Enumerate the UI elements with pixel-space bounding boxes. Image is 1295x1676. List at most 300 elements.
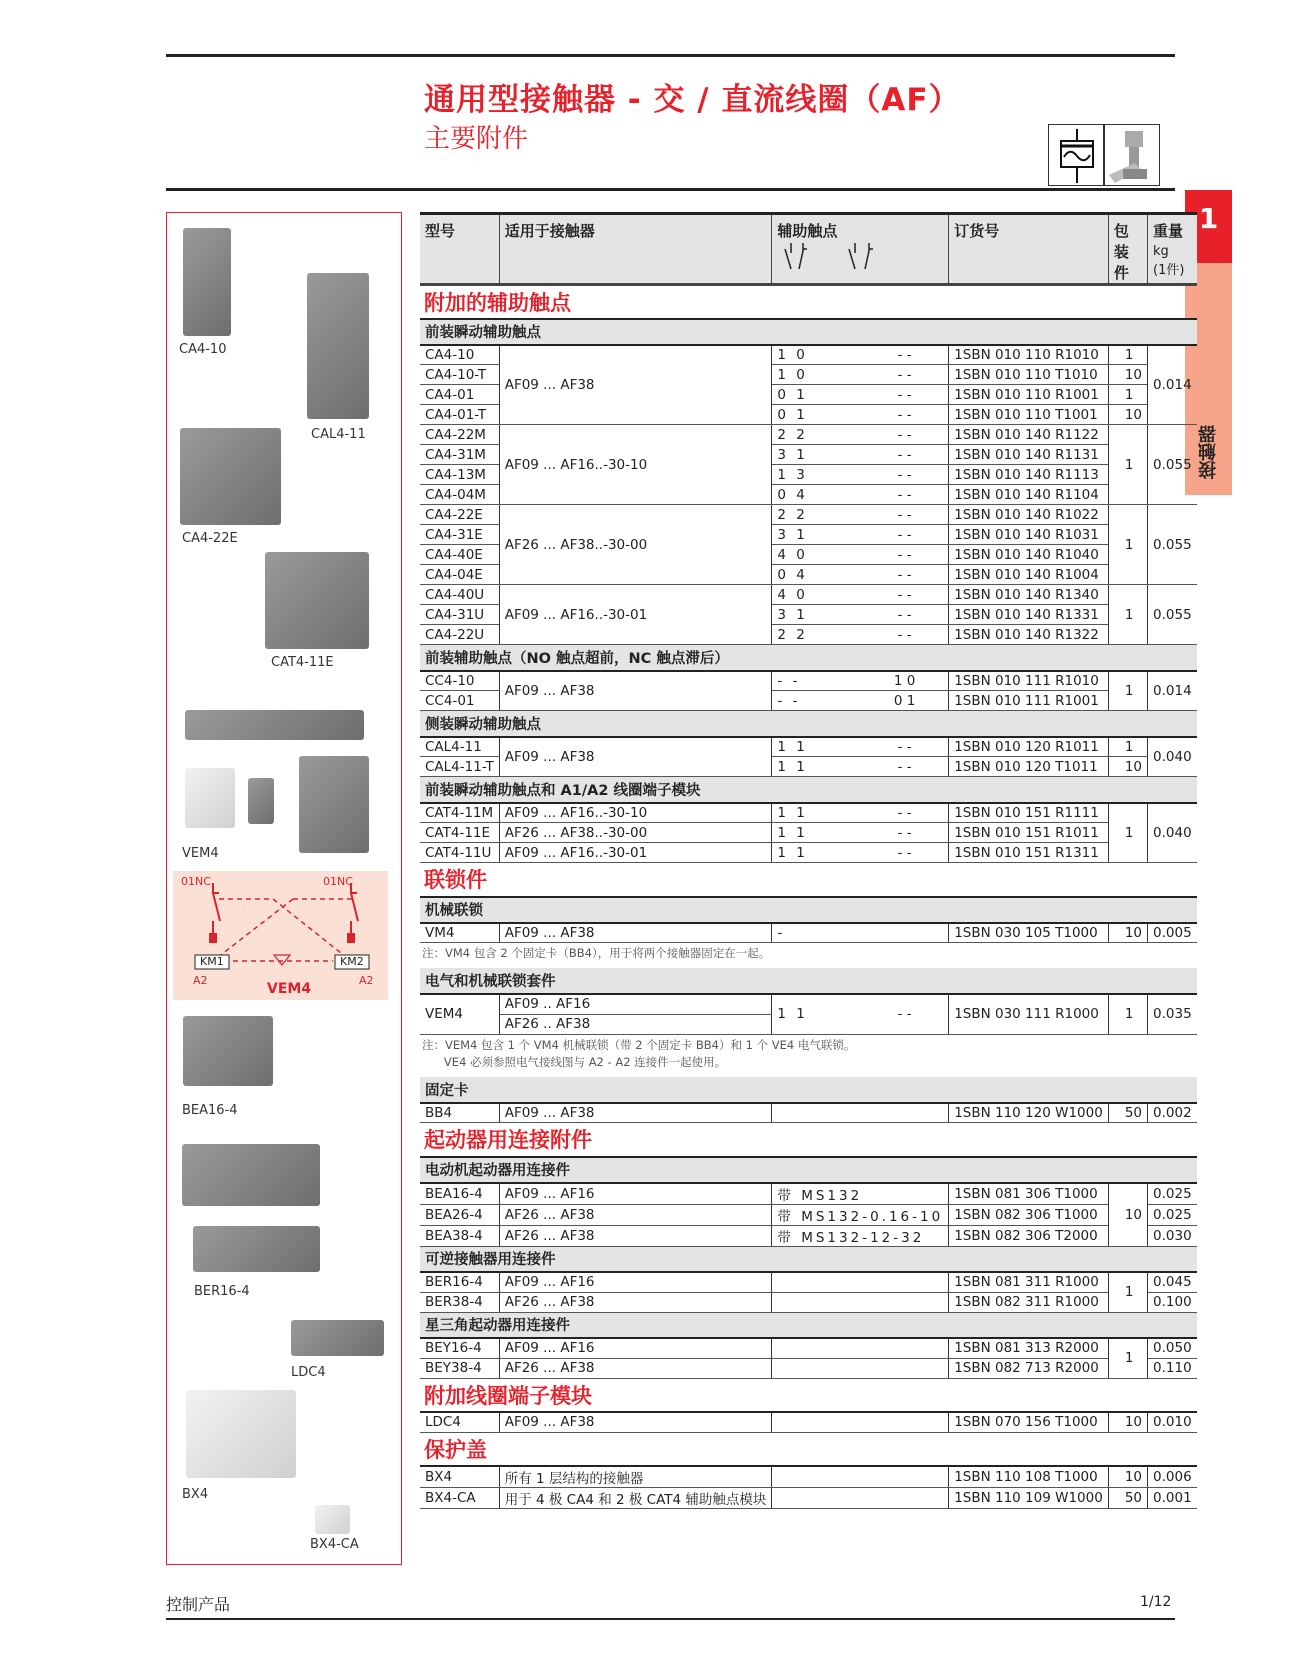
col-header-aux [772,214,949,285]
table-header-row [420,214,1197,285]
ca4-10-label: CA4-10 [179,342,227,357]
cell-aux-no: 3 1 [772,605,861,625]
cell-model: CAT4-11U [420,843,499,863]
col-header-contactor: 适用于接触器 [499,214,772,285]
header-bottom-rule [166,188,1175,191]
cell-weight: 0.055 [1148,425,1197,505]
ca4-10-image [183,228,231,336]
cell-aux-nc: - - [861,465,949,485]
subsection-heading: 星三角起动器用连接件 [420,1312,1197,1338]
table-row [420,1183,1197,1205]
ber16-4-bottom-image [193,1226,320,1272]
cell-weight: 0.005 [1148,923,1197,943]
heading-row [420,1432,1197,1466]
subsection-heading: 前装瞬动辅助触点 [420,319,1197,345]
cell-model: CA4-22E [420,505,499,525]
a2-left-label: A2 [193,974,208,987]
cell-model: CC4-01 [420,691,499,711]
cell-contactor: AF26 ... AF38 [499,1292,772,1312]
cell-model: LDC4 [420,1412,499,1432]
cell-aux-no: 2 2 [772,625,861,645]
cell-contactor: AF09 ... AF16 [499,1272,772,1292]
cell-weight: 0.040 [1148,803,1197,863]
table-row [420,671,1197,691]
cell-aux-no: 0 1 [772,385,861,405]
cell-model: CA4-22M [420,425,499,445]
cell-aux-nc: - - [861,485,949,505]
cell-aux-no: 1 1 [772,994,861,1034]
col-header-order: 订货号 [949,214,1109,285]
cell-pack: 1 [1108,737,1147,757]
cell-order-number: 1SBN 010 140 R1322 [949,625,1109,645]
col-header-model: 型号 [420,214,499,285]
cell-model: BEA38-4 [420,1225,499,1246]
section-heading: 保护盖 [420,1432,1197,1466]
cell-aux-no: 1 3 [772,465,861,485]
cell-model: CA4-04M [420,485,499,505]
cell-order-number: 1SBN 010 120 R1011 [949,737,1109,757]
cell-aux-nc: - - [861,545,949,565]
chapter-tab-number[interactable]: 1 [1185,190,1232,263]
cell-aux-nc: - - [861,385,949,405]
km1-label: KM1 [200,955,224,968]
page-title: 通用型接触器 - 交 / 直流线圈（AF） [424,82,961,118]
cell-model: CA4-10-T [420,365,499,385]
cell-aux-no: 2 2 [772,425,861,445]
col-header-weight-label: 重量 [1153,222,1184,240]
cell-aux-no: 1 1 [772,803,861,823]
cell-order-number: 1SBN 082 713 R2000 [949,1358,1109,1378]
cell-order-number: 1SBN 010 110 T1010 [949,365,1109,385]
cell-contactor: AF26 ... AF38 [499,1358,772,1378]
cell-aux-nc: - - [861,425,949,445]
accessories-table [420,212,1197,1509]
cell-pack: 50 [1108,1488,1147,1509]
cell-model: CA4-10 [420,345,499,365]
cell-contactor: 所有 1 层结构的接触器 [499,1466,772,1488]
cell-contactor: AF09 ... AF16..-30-10 [499,425,772,505]
cell-weight: 0.055 [1148,505,1197,585]
cell-contactor: AF26 .. AF38 [499,1014,772,1034]
cell-contactor: AF26 ... AF38..-30-00 [499,505,772,585]
cell-aux-nc: - - [861,605,949,625]
cell-aux-no: - [772,923,861,943]
cell-weight: 0.055 [1148,585,1197,645]
table-row [420,1272,1197,1292]
bx4-ca-image [315,1505,350,1534]
cat4-11e-image [265,552,369,649]
cell-order-number: 1SBN 010 151 R1111 [949,803,1109,823]
cell-weight: 0.006 [1148,1466,1197,1488]
aux-contact-symbols-icon [777,241,897,271]
cell-model: CA4-22U [420,625,499,645]
a2-right-label: A2 [359,974,374,987]
cell-aux-no: 1 0 [772,345,861,365]
cell-weight: 0.035 [1148,994,1197,1034]
col-header-weight [1148,214,1197,285]
cell-aux-no: 3 1 [772,525,861,545]
cell-pack: 1 [1108,425,1147,505]
cell-aux-no: 1 0 [772,365,861,385]
cell-contactor: AF09 ... AF38 [499,1412,772,1432]
table-row [420,1358,1197,1378]
cell-weight: 0.025 [1148,1204,1197,1225]
vem4-label: VEM4 [182,846,219,861]
subheading-row [420,968,1197,994]
cell-aux-no [772,1103,861,1123]
table-row [420,843,1197,863]
cell-aux-no: 1 1 [772,843,861,863]
cell-pack: 1 [1108,345,1147,365]
page-subtitle: 主要附件 [424,124,529,154]
cell-contactor: AF09 .. AF16 [499,994,772,1014]
cell-aux-no: 带 MS132-0.16-10 [772,1204,949,1225]
cell-pack: 1 [1108,385,1147,405]
cell-pack: 1 [1108,585,1147,645]
cell-pack: 50 [1108,1103,1147,1123]
table-row [420,505,1197,525]
cell-pack: 10 [1108,757,1147,777]
cell-aux-no: 1 1 [772,737,861,757]
table-row [420,1292,1197,1312]
cell-model: CA4-01-T [420,405,499,425]
subheading-row [420,1157,1197,1183]
cell-aux-no: - - [772,671,861,691]
cell-model: CAT4-11E [420,823,499,843]
cell-model: CA4-40E [420,545,499,565]
table-note: 注：VM4 包含 2 个固定卡（BB4），用于将两个接触器固定在一起。 [422,946,771,960]
vem4-bar-image [185,710,364,740]
cell-order-number: 1SBN 010 151 R1311 [949,843,1109,863]
screw-terminal-icon [1104,124,1160,186]
cell-order-number: 1SBN 010 151 R1011 [949,823,1109,843]
cell-model: VEM4 [420,994,499,1034]
cell-order-number: 1SBN 010 140 R1340 [949,585,1109,605]
cell-aux-nc: - - [861,994,949,1034]
cell-order-number: 1SBN 110 120 W1000 [949,1103,1109,1123]
cell-weight: 0.050 [1148,1338,1197,1358]
cell-aux-nc: - - [861,505,949,525]
heading-row [420,285,1197,319]
cell-aux-no: - - [772,691,861,711]
cell-contactor: AF09 ... AF38 [499,1103,772,1123]
table-row [420,823,1197,843]
cell-weight: 0.100 [1148,1292,1197,1312]
table-row [420,1488,1197,1509]
cell-aux-no: 带 MS132 [772,1183,949,1205]
cell-model: VM4 [420,923,499,943]
cell-model: CC4-10 [420,671,499,691]
nc-contact-right-label: 01NC [323,875,353,888]
cell-contactor: AF26 ... AF38 [499,1204,772,1225]
subheading-row [420,319,1197,345]
cell-order-number: 1SBN 010 140 R1131 [949,445,1109,465]
cell-aux-nc: - - [861,843,949,863]
cell-pack: 1 [1108,671,1147,711]
cell-order-number: 1SBN 110 108 T1000 [949,1466,1109,1488]
cell-aux-no: 0 4 [772,565,861,585]
table-row [420,803,1197,823]
cell-weight: 0.025 [1148,1183,1197,1205]
bea16-4-image [183,1016,273,1086]
cell-weight: 0.040 [1148,737,1197,777]
vem4-wiring-diagram [173,871,388,1000]
cell-weight: 0.001 [1148,1488,1197,1509]
note-row [420,943,1197,969]
cell-order-number: 1SBN 081 313 R2000 [949,1338,1109,1358]
ber16-4-top-image [182,1144,320,1206]
cell-pack: 1 [1108,505,1147,585]
ac-dc-coil-icon [1048,124,1104,186]
cell-aux-no: 1 1 [772,823,861,843]
cell-aux-nc: - - [861,737,949,757]
cell-pack: 1 [1108,1338,1147,1378]
heading-row [420,863,1197,897]
cell-pack: 10 [1108,1183,1147,1247]
cell-model: CA4-31M [420,445,499,465]
cell-weight: 0.045 [1148,1272,1197,1292]
cell-weight: 0.030 [1148,1225,1197,1246]
cell-order-number: 1SBN 010 140 R1004 [949,565,1109,585]
cell-order-number: 1SBN 082 306 T1000 [949,1204,1109,1225]
cell-aux-nc: - - [861,625,949,645]
cell-order-number: 1SBN 010 110 R1010 [949,345,1109,365]
cell-order-number: 1SBN 010 140 R1113 [949,465,1109,485]
cell-aux-no: 0 1 [772,405,861,425]
cell-aux-no [772,1466,949,1488]
cell-aux-nc: - - [861,525,949,545]
cell-aux-nc: - - [861,405,949,425]
cell-model: CA4-40U [420,585,499,605]
cell-aux-nc: - - [861,565,949,585]
bx4-image [186,1390,296,1478]
cell-contactor: AF26 ... AF38 [499,1225,772,1246]
subheading-row [420,897,1197,923]
cell-model: CA4-31E [420,525,499,545]
cell-aux-nc: 1 0 [861,671,949,691]
cell-aux-no [772,1292,949,1312]
cal4-11-image [307,273,369,419]
cell-contactor: AF26 ... AF38..-30-00 [499,823,772,843]
table-row [420,585,1197,605]
cell-aux-nc: 0 1 [861,691,949,711]
note-row [420,1034,1197,1077]
cell-aux-nc: - - [861,823,949,843]
cell-contactor: AF09 ... AF38 [499,671,772,711]
subsection-heading: 可逆接触器用连接件 [420,1246,1197,1272]
cell-order-number: 1SBN 010 120 T1011 [949,757,1109,777]
cell-aux-no [772,1412,949,1432]
cell-order-number: 1SBN 010 110 T1001 [949,405,1109,425]
table-row [420,923,1197,943]
cell-pack: 10 [1108,405,1147,425]
cell-contactor: AF09 ... AF38 [499,737,772,777]
cell-contactor: AF09 ... AF16..-30-10 [499,803,772,823]
cell-weight: 0.110 [1148,1358,1197,1378]
km2-label: KM2 [340,955,364,968]
cell-aux-nc: - - [861,445,949,465]
subsection-heading: 前装瞬动辅助触点和 A1/A2 线圈端子模块 [420,777,1197,803]
heading-row [420,1123,1197,1157]
vem4-latch-image [248,778,274,824]
cell-order-number: 1SBN 110 109 W1000 [949,1488,1109,1509]
section-heading: 附加的辅助触点 [420,285,1197,319]
table-note: 注：VEM4 包含 1 个 VM4 机械联锁（带 2 个固定卡 BB4）和 1 个 VE4 电气联锁。 VE4 必须参照电气接线图与 A2 - A2 连接件一起使用。 [422,1037,856,1069]
cell-model: BEA26-4 [420,1204,499,1225]
cell-order-number: 1SBN 010 140 R1040 [949,545,1109,565]
cell-order-number: 1SBN 030 111 R1000 [949,994,1109,1034]
cell-order-number: 1SBN 082 306 T2000 [949,1225,1109,1246]
cell-aux-no: 4 0 [772,585,861,605]
bx4-label: BX4 [182,1487,209,1502]
cell-pack: 10 [1108,1412,1147,1432]
vem4-clip-image [185,768,235,828]
subsection-heading: 机械联锁 [420,897,1197,923]
ber16-4-label: BER16-4 [194,1284,250,1299]
section-heading: 起动器用连接附件 [420,1123,1197,1157]
cell-aux-no [772,1338,949,1358]
cell-order-number: 1SBN 081 306 T1000 [949,1183,1109,1205]
cell-pack: 10 [1108,923,1147,943]
cell-aux-nc: - - [861,585,949,605]
cell-order-number: 1SBN 010 140 R1022 [949,505,1109,525]
cell-weight: 0.002 [1148,1103,1197,1123]
table-row [420,345,1197,365]
bea16-4-label: BEA16-4 [182,1103,238,1118]
subheading-row [420,1312,1197,1338]
cell-weight: 0.014 [1148,671,1197,711]
table-row [420,1103,1197,1123]
cell-aux-nc [861,923,949,943]
ca4-22e-image [180,428,281,525]
cell-order-number: 1SBN 010 110 R1001 [949,385,1109,405]
cell-aux-no: 2 2 [772,505,861,525]
cell-order-number: 1SBN 010 140 R1104 [949,485,1109,505]
subheading-row [420,645,1197,671]
chapter-tab-label: 接触器 [1198,425,1219,479]
cell-model: BEA16-4 [420,1183,499,1205]
table-row [420,1204,1197,1225]
cell-aux-nc [861,1103,949,1123]
cell-model: BEY38-4 [420,1358,499,1378]
cell-model: CA4-31U [420,605,499,625]
cell-model: CA4-01 [420,385,499,405]
top-rule [166,54,1175,57]
cell-model: CAT4-11M [420,803,499,823]
page-number: 1/12 [1140,1594,1172,1610]
cell-model: BEY16-4 [420,1338,499,1358]
cell-model: BER16-4 [420,1272,499,1292]
cell-aux-nc: - - [861,757,949,777]
subheading-row [420,777,1197,803]
subheading-row [420,1246,1197,1272]
table-row [420,1412,1197,1432]
cell-contactor: AF09 ... AF16..-30-01 [499,585,772,645]
table-row [420,1466,1197,1488]
footer-section-label: 控制产品 [166,1595,231,1614]
cat4-11e-label: CAT4-11E [271,655,334,670]
subsection-heading: 电气和机械联锁套件 [420,968,1197,994]
ldc4-image [291,1320,384,1356]
cal4-11-label: CAL4-11 [311,427,366,442]
subsection-heading: 前装辅助触点（NO 触点超前，NC 触点滞后） [420,645,1197,671]
table-row [420,737,1197,757]
cell-model: BB4 [420,1103,499,1123]
cell-model: CA4-04E [420,565,499,585]
cell-order-number: 1SBN 030 105 T1000 [949,923,1109,943]
cell-order-number: 1SBN 010 111 R1001 [949,691,1109,711]
cell-aux-no: 带 MS132-12-32 [772,1225,949,1246]
cell-model: CA4-13M [420,465,499,485]
cell-order-number: 1SBN 010 140 R1031 [949,525,1109,545]
subsection-heading: 侧装瞬动辅助触点 [420,711,1197,737]
cell-model: BX4-CA [420,1488,499,1509]
cell-model: BER38-4 [420,1292,499,1312]
cell-contactor: AF09 ... AF38 [499,923,772,943]
cell-pack: 1 [1108,994,1147,1034]
table-row [420,994,1197,1014]
cell-contactor: AF09 ... AF16 [499,1338,772,1358]
cell-order-number: 1SBN 070 156 T1000 [949,1412,1109,1432]
table-row [420,1225,1197,1246]
cell-aux-no: 4 0 [772,545,861,565]
footer-rule [166,1618,1175,1620]
nc-contact-left-label: 01NC [181,875,211,888]
cell-order-number: 1SBN 010 111 R1010 [949,671,1109,691]
cell-pack: 1 [1108,1272,1147,1312]
cell-pack: 10 [1108,365,1147,385]
section-heading: 附加线圈端子模块 [420,1378,1197,1412]
cell-pack: 1 [1108,803,1147,863]
subsection-heading: 电动机起动器用连接件 [420,1157,1197,1183]
cell-weight: 0.014 [1148,345,1197,425]
cell-aux-no: 1 1 [772,757,861,777]
subheading-row [420,711,1197,737]
cell-order-number: 1SBN 081 311 R1000 [949,1272,1109,1292]
cell-order-number: 1SBN 010 140 R1331 [949,605,1109,625]
weight-note: (1件) [1153,263,1185,278]
cell-aux-no: 3 1 [772,445,861,465]
subsection-heading: 固定卡 [420,1077,1197,1103]
weight-unit: kg [1153,244,1169,259]
ldc4-label: LDC4 [291,1365,326,1380]
diagram-title: VEM4 [267,981,312,997]
cell-contactor: AF09 ... AF38 [499,345,772,425]
cell-aux-nc: - - [861,803,949,823]
col-header-aux-label: 辅助触点 [777,222,838,240]
table-row [420,425,1197,445]
cell-aux-no [772,1488,949,1509]
heading-row [420,1378,1197,1412]
section-heading: 联锁件 [420,863,1197,897]
cell-aux-no [772,1358,949,1378]
cell-model: CAL4-11 [420,737,499,757]
cell-order-number: 1SBN 010 140 R1122 [949,425,1109,445]
cell-aux-nc: - - [861,345,949,365]
ca4-22e-label: CA4-22E [182,531,238,546]
cell-model: CAL4-11-T [420,757,499,777]
cell-model: BX4 [420,1466,499,1488]
cell-contactor: 用于 4 极 CA4 和 2 极 CAT4 辅助触点模块 [499,1488,772,1509]
cell-contactor: AF09 ... AF16..-30-01 [499,843,772,863]
vem4-block-image [299,756,369,853]
table-row [420,1338,1197,1358]
cell-order-number: 1SBN 082 311 R1000 [949,1292,1109,1312]
cell-aux-no [772,1272,949,1292]
cell-contactor: AF09 ... AF16 [499,1183,772,1205]
col-header-pack: 包装件 [1108,214,1147,285]
cell-weight: 0.010 [1148,1412,1197,1432]
